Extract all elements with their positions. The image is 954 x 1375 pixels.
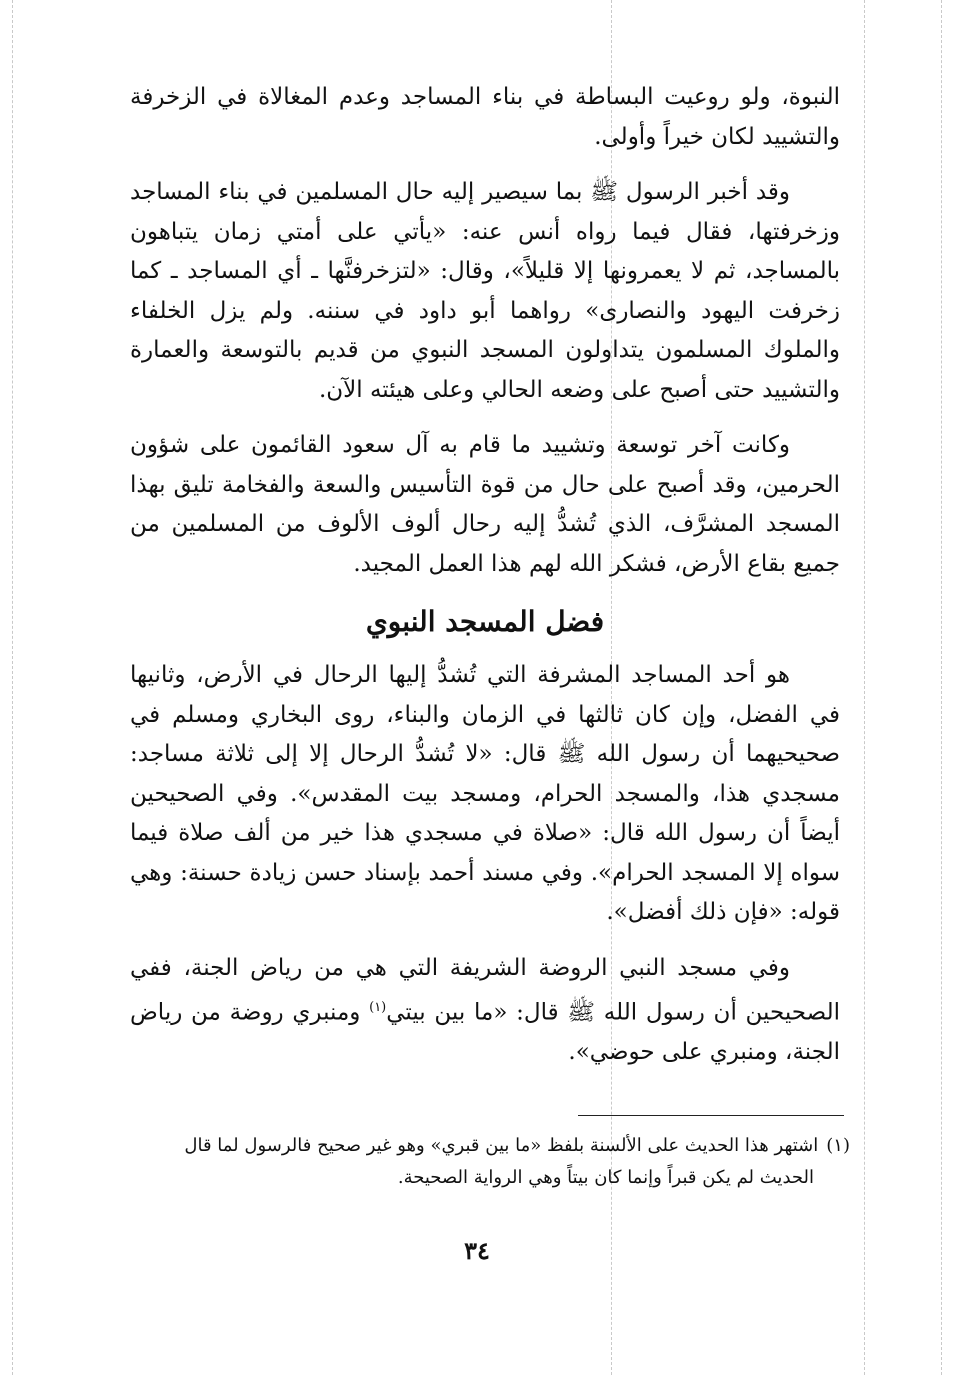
paragraph-text-end: ومنبري روضة من رياض الجنة، ومنبري على حوضي».	[130, 999, 840, 1066]
footnote-line-1: اشتهر هذا الحديث على الألسنة بلفظ «ما بين قبري» وهو غير صحيح فالرسول لما قال	[184, 1135, 819, 1156]
footnote-line-2: الحديث لم يكن قبراً وإنما كان بيتاً وهي الرواية الصحيحة.	[397, 1167, 814, 1188]
page-body	[130, 78, 840, 1089]
footnote-number: (١)	[826, 1135, 850, 1156]
paragraph: النبوة، ولو روعيت البساطة في بناء المساجد وعدم المغالاة في الزخرفة والتشييد لكان خيراً وأولى.	[130, 84, 840, 150]
footnote	[160, 1130, 850, 1194]
section-heading: فضل المسجد النبوي	[365, 605, 605, 638]
paragraph-text-start: وفي مسجد النبي الروضة الشريفة التي هي من رياض الجنة، ففي الصحيحين أن رسول الله ﷺ قال: «ما بين بيتي	[130, 954, 840, 1026]
paragraph: وكانت آخر توسعة وتشييد ما قام به آل سعود القائمون على شؤون الحرمين، وقد أصبح على حال من قوة التأسيس والسعة والفخامة تليق بهذا المسجد المشرَّف، الذي تُشدُّ إليه رحال ألوف الألوف من المسلمين من جميع بقاع الأرض، فشكر الله لهم هذا العمل المجيد.	[130, 432, 840, 577]
footnote-separator	[578, 1115, 844, 1116]
fold-line-edge	[941, 0, 942, 1375]
fold-line-right	[864, 0, 865, 1375]
page-number: ٣٤	[464, 1236, 490, 1265]
paragraph: هو أحد المساجد المشرفة التي تُشدُّ إليها الرحال في الأرض، وثانيها في الفضل، وإن كان ثالثها في الزمان والبناء، روى البخاري ومسلم في صحيحيهما أن رسول الله ﷺ قال: «لا تُشدُّ الرحال إلا إلى ثلاثة مساجد: مسجدي هذا، والمسجد الحرام، ومسجد بيت المقدس». وفي الصحيحين أيضاً أن رسول الله قال: «صلاة في مسجدي هذا خير من ألف صلاة فيما سواه إلا المسجد الحرام». وفي مسند أحمد بإسناد حسن زيادة حسنة: وهي قوله: «فإن ذلك أفضل».	[130, 662, 840, 925]
paragraph: وقد أخبر الرسول ﷺ بما سيصير إليه حال المسلمين في بناء المساجد وزخرفتها، فقال فيما رواه أنس عنه: «يأتي على أمتي زمان يتباهون بالمساجد، ثم لا يعمرونها إلا قليلاً»، وقال: «لتزخرفنَّها ـ أي المساجد ـ كما زخرفت اليهود والنصارى» رواهما أبو داود في سننه. ولم يزل الخلفاء والملوك المسلمون يتداولون المسجد النبوي من قديم بالتوسعة والعمارة والتشييد حتى أصبح على وضعه الحالي وعلى هيئته الآن.	[130, 179, 840, 403]
fold-line-left	[12, 0, 13, 1375]
footnote-reference[interactable]: (١)	[369, 1000, 387, 1015]
paragraph-with-footnote-ref	[130, 949, 840, 1073]
